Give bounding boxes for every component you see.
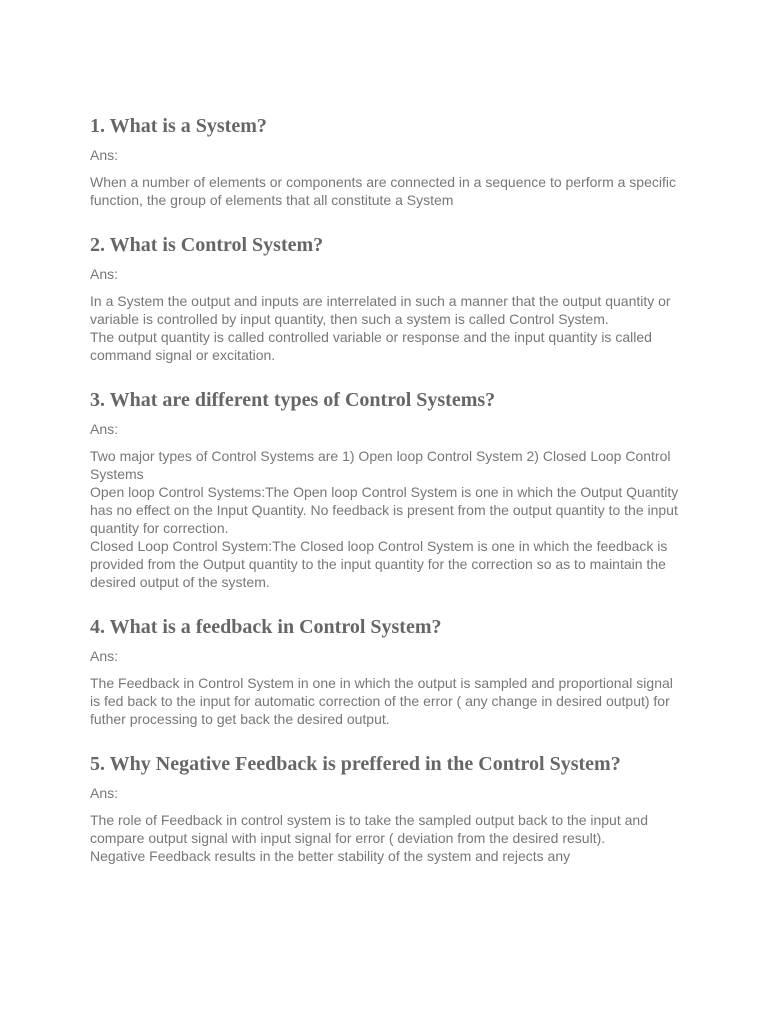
answer-paragraph: When a number of elements or components are connected in a sequence to perform a specific function, the group of elements that all constitute a System	[90, 174, 676, 208]
question-heading: 4. What is a feedback in Control System?	[90, 616, 442, 638]
question-heading: 2. What is Control System?	[90, 234, 324, 256]
qa-item-4	[90, 613, 678, 728]
ans-label: Ans:	[90, 147, 119, 163]
answer-paragraph: Two major types of Control Systems are 1) Open loop Control System 2) Closed Loop Control Systems	[90, 448, 671, 482]
answer-paragraph: The output quantity is called controlled variable or response and the input quantity is called command signal or excitation.	[90, 329, 652, 363]
qa-item-2	[90, 231, 678, 364]
qa-item-3	[90, 386, 678, 591]
ans-label: Ans:	[90, 785, 119, 801]
answer-paragraph: Open loop Control Systems:The Open loop Control System is one in which the Output Quantity has no effect on the Input Quantity. No feedback is present from the output quantity to the input quantity for correction.	[90, 484, 679, 536]
answer-text	[90, 292, 680, 364]
answer-paragraph: In a System the output and inputs are interrelated in such a manner that the output quantity or variable is controlled by input quantity, then such a system is called Control System.	[90, 293, 671, 327]
answer-text	[90, 447, 680, 591]
answer-text	[90, 811, 680, 865]
ans-label: Ans:	[90, 266, 119, 282]
question-heading: 3. What are different types of Control Systems?	[90, 389, 496, 411]
qa-item-5	[90, 750, 678, 865]
answer-paragraph: The role of Feedback in control system is to take the sampled output back to the input and compare output signal with input signal for error ( deviation from the desired result).	[90, 812, 648, 846]
ans-label: Ans:	[90, 648, 119, 664]
answer-text	[90, 173, 680, 209]
answer-paragraph: Negative Feedback results in the better stability of the system and rejects any	[90, 848, 571, 864]
ans-label: Ans:	[90, 421, 119, 437]
answer-paragraph: The Feedback in Control System in one in which the output is sampled and proportional signal is fed back to the input for automatic correction of the error ( any change in desired output) for futher processing to get back the desired output.	[90, 675, 673, 727]
answer-text	[90, 674, 680, 728]
answer-paragraph: Closed Loop Control System:The Closed loop Control System is one in which the feedback is provided from the Output quantity to the input quantity for the correction so as to maintain the desired output of the system.	[90, 538, 668, 590]
qa-item-1	[90, 112, 678, 209]
question-heading: 5. Why Negative Feedback is preffered in the Control System?	[90, 753, 621, 775]
question-heading: 1. What is a System?	[90, 115, 267, 137]
